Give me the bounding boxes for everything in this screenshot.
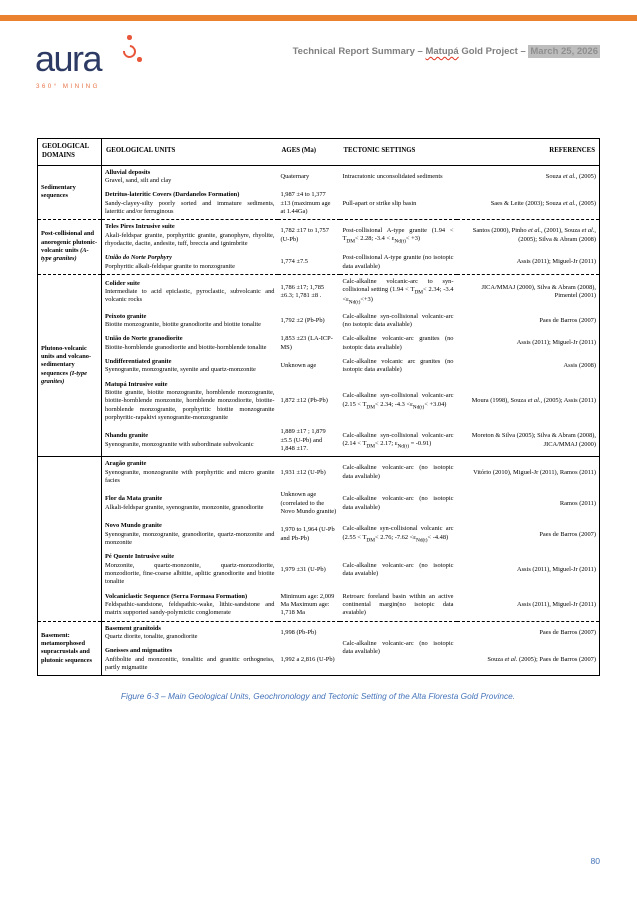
unit-cell: Peixoto granite Biotite monzogranite, biotite granodiorite and biotite tonalite bbox=[105, 312, 261, 328]
refs-cell: Moura (1998), Souza et al., (2005); Assis (2011) bbox=[471, 397, 596, 405]
unit-cell: Gneisses and migmatites Anfibolite and monzonitic, tonalitic and granitic orthogneiss, partly migmatite bbox=[105, 647, 275, 671]
age-cell: 1,998 (Pb-Pb) bbox=[278, 621, 340, 644]
table-row bbox=[38, 188, 600, 219]
unit-cell: Pé Quente Intrusive suite Monzonite, quartz-monzonite, quartz-monzodiorite, monzodiorite, fine-coarse albitite, aplitic granodiorite and biotite tonalite bbox=[105, 553, 275, 586]
age-cell: 1,970 to 1,964 (U-Pb and Pb-Pb) bbox=[280, 526, 335, 542]
column-header-geological-domains: GEOLOGICAL DOMAINS bbox=[38, 139, 102, 166]
unit-cell: Nhandu granite Syenogranite, monzogranite with subordinate subvolcanic bbox=[105, 432, 254, 448]
tectonic-cell: Calc-alkaline volcanic-arc (no isotopic data avaliable) bbox=[342, 495, 454, 511]
doc-title-part1: Technical Report Summary – bbox=[292, 46, 426, 57]
age-cell: 1,987 ±4 to 1,377 ±13 (maximum age at 1.44Ga) bbox=[280, 191, 331, 215]
refs-cell: Ramos (2011) bbox=[559, 499, 596, 507]
column-header-tectonic-settings: TECTONIC SETTINGS bbox=[340, 139, 457, 166]
refs-cell: Paes de Barros (2007) bbox=[539, 530, 596, 538]
tectonic-cell: Intracratonic unconsolidated sediments bbox=[342, 172, 443, 180]
aura-logo-dot-icon bbox=[137, 57, 142, 62]
refs-cell: Vitório (2010), Miguel-Jr (2011), Ramos (2011) bbox=[457, 457, 600, 488]
table-row bbox=[38, 550, 600, 589]
tectonic-cell: Pull-apart or strike slip basin bbox=[342, 199, 417, 207]
age-cell: Quaternary bbox=[280, 172, 310, 180]
table-row bbox=[38, 644, 600, 675]
age-cell: 1,853 ±23 (LA-ICP-MS) bbox=[280, 335, 333, 351]
column-header-ages: AGES (Ma) bbox=[278, 139, 340, 166]
tectonic-cell: Calc-alkaline syn-collisional volcanic-arc (no isotopic data avaliable) bbox=[342, 312, 454, 328]
unit-cell: Basement granitoids Quartz diorite, tonalite, granodiorite bbox=[102, 621, 278, 644]
geology-table-header bbox=[38, 139, 600, 166]
age-cell: 1,979 ±31 (U-Pb) bbox=[280, 565, 326, 573]
unit-cell: Aragão granite Syenogranite, monzogranite with porphyritic and micro granite facies bbox=[102, 457, 278, 488]
refs-cell: Assis (2011); Miguel-Jr (2011) bbox=[516, 258, 596, 266]
tectonic-cell: Retroarc foreland basin within an active continental margin(no isotopic data avaiable) bbox=[342, 592, 454, 617]
refs-cell: Souza et al., (2005) bbox=[545, 172, 596, 180]
refs-cell: Moreton & Silva (2005); Silva & Abram (2008), JICA/MMAJ (2000) bbox=[471, 432, 596, 448]
unit-cell: Novo Mundo granite Syenogranite, monzogranite, granodiorite, quartz-monzonite and monzonite bbox=[105, 522, 275, 546]
tectonic-cell: Post-collisional A-type granite (no isotopic data available) bbox=[342, 254, 454, 270]
age-cell: 1,931 ±12 (U-Pb) bbox=[278, 457, 340, 488]
aura-logo-wordmark: aura bbox=[35, 38, 102, 79]
domain-cell: Sedimentary sequences bbox=[38, 165, 102, 220]
domain-cell: Basement: metamorphosed supracrustals and plutonic sequences bbox=[38, 621, 102, 676]
page-content bbox=[37, 138, 599, 701]
tectonic-cell: Calc-alkaline syn-collisional volcanic-arc ($2.15 < T_{DM}< 2.34$; $-4.3 <\varepsilon_{Nd(t)}< +3.04$) bbox=[342, 392, 454, 410]
table-row bbox=[38, 332, 600, 355]
unit-cell: Colider suite Intermediate to acid epiclastic, pyroclastic, subvolcanic and volcanic rocks bbox=[102, 274, 278, 309]
age-cell: 1,782 ±17 to 1,757 (U-Pb) bbox=[278, 220, 340, 251]
figure-caption: Figure 6-3 – Main Geological Units, Geochronology and Tectonic Setting of the Alta Floresta Gold Province. bbox=[120, 691, 516, 702]
refs-cell: Assis (2008) bbox=[563, 362, 596, 370]
aura-logo-tagline: 360° MINING bbox=[36, 83, 100, 90]
refs-cell: Saes & Leite (2003); Souza et al., (2005) bbox=[490, 199, 596, 207]
tectonic-cell: Calc-alkaline volcanic arc granites (no isotopic data available) bbox=[342, 357, 454, 374]
unit-cell: Volcaniclastic Sequence (Serra Formasa Formation) Feldspathic-sandstone, feldspathic-wake, lithic-sandstone and matrix supported sandy-polymictic conglomerate bbox=[105, 592, 275, 617]
refs-cell: Souza et al. (2005); Paes de Barros (2007) bbox=[487, 655, 596, 663]
age-cell: Minimum age: 2,009 Ma Maximum age: 1,718 Ma bbox=[280, 592, 335, 617]
refs-cell: Assis (2011); Miguel-Jr (2011) bbox=[516, 339, 596, 347]
column-header-geological-units: GEOLOGICAL UNITS bbox=[102, 139, 278, 166]
aura-logo-ring-icon bbox=[120, 42, 138, 60]
table-row bbox=[38, 425, 600, 456]
unit-cell: Teles Pires Intrusive suite Akali-feldspar granite, porphyritic granite, granophyre, rhyolite, rhyodacite, dacite, andesite, tuff, breccia and ignimbrite bbox=[102, 220, 278, 251]
doc-title-part2: Gold Project – bbox=[458, 46, 529, 57]
age-cell: 1,872 ±12 (Pb-Pb) bbox=[280, 397, 328, 405]
unit-cell: Matupá Intrusive suite Biotite granite, biotite monzogranite, hornblende monzogranite, biotite-hornblende monzonite, hornblende monzodiorite, biotite-hornblende monzogranite, porphyritic biotite monzogranite porphyritic-rapakivi syenogranite-monzogranite bbox=[105, 380, 275, 421]
unit-cell: União do Norte Porphyry Porphyritic alkali-feldspar granite to monzogranite bbox=[105, 254, 235, 270]
tectonic-cell: Calc-alkaline volcanic-arc (no isotopic data avaliable) bbox=[340, 621, 457, 676]
table-row bbox=[38, 621, 600, 644]
tectonic-cell: Calc-alkaline volcanic-arc granites (no isotopic data avaliable) bbox=[342, 335, 454, 351]
tectonic-cell: Post-collisional A-type granite ($1.94 < T_{DM}< 2.28$; $-3.4 < \varepsilon_{Nd(t)}< +3$) bbox=[340, 220, 457, 251]
domain-cell: Post-collisional and anorogenic plutonic-volcanic units (A-type granites) bbox=[38, 220, 102, 275]
running-header-title bbox=[293, 46, 600, 57]
aura-logo bbox=[35, 27, 155, 89]
geology-table bbox=[37, 138, 600, 676]
refs-cell: Paes de Barros (2007) bbox=[457, 621, 600, 644]
table-row bbox=[38, 274, 600, 309]
table-row bbox=[38, 220, 600, 251]
age-cell: 1,792 ±2 (Pb-Pb) bbox=[280, 316, 325, 324]
table-row bbox=[38, 165, 600, 188]
table-row bbox=[38, 488, 600, 519]
doc-title-project-name: Matupá bbox=[425, 46, 459, 57]
table-row bbox=[38, 378, 600, 426]
unit-cell: Alluvial deposits Gravel, sand, silt and clay bbox=[105, 168, 172, 184]
age-cell: 1,992 a 2,816 (U-Pb) bbox=[280, 655, 335, 663]
refs-cell: Santos (2000), Pinho et al., (2001), Souza et al., (2005); Silva & Abram (2008) bbox=[457, 220, 600, 251]
domain-cell: Plutono-volcanic units and volcano-sedimentary sequences (I-type granites) bbox=[38, 274, 102, 456]
refs-cell: Paes de Barros (2007) bbox=[539, 316, 596, 324]
age-cell: 1,774 ±7.5 bbox=[280, 258, 308, 266]
refs-cell: Assis (2011), Miguel-Jr (2011) bbox=[516, 600, 596, 608]
aura-logo-dot-icon bbox=[127, 35, 132, 40]
tectonic-cell: Calc-alkaline syn-collisional volcanic arc ($2.55 < T_{DM}< 2.76$; $-7.62 <\varepsilon_{Nd(t)}< -4.48$) bbox=[342, 525, 454, 544]
table-row bbox=[38, 519, 600, 550]
age-cell: Unknown age (correlated to the Novo Mundo granite) bbox=[280, 491, 337, 515]
header-accent-bar bbox=[0, 15, 637, 21]
unit-cell: União do Norte granodiorite Biotite-hornblende granodiorite and biotite-hornblende tonalite bbox=[105, 335, 267, 351]
unit-cell: Detritus-lateritic Covers (Dardanelos Formation) Sandy-clayey-silty poorly sorted and immature sediments, lateritic and/or ferruginous bbox=[105, 191, 275, 215]
tectonic-cell: Calc-alkaline volcanic-arc (no isotopic data avaliable) bbox=[340, 457, 457, 488]
refs-cell: JICA/MMAJ (2000), Silva & Abram (2008), Pimentel (2001) bbox=[457, 274, 600, 309]
table-row bbox=[38, 251, 600, 274]
domain-cell bbox=[38, 457, 102, 621]
table-row bbox=[38, 457, 600, 488]
age-cell: 1,889 ±17 ; 1,879 ±5.5 (U-Pb) and 1,848 ±17. bbox=[280, 428, 326, 452]
geology-table-body bbox=[38, 165, 600, 676]
tectonic-cell: Calc-alkaline volcanic-arc to syn-collisional setting ($1.94 < T_{DM}< 2.34$; $-3.4 <\varepsilon_{Nd(t)}<+3$) bbox=[340, 274, 457, 309]
unit-cell: Flor da Mata granite Alkali-feldspar granite, syenogranite, monzonite, granodiorite bbox=[105, 495, 264, 511]
age-cell: Unknown age bbox=[280, 362, 317, 370]
table-header-row bbox=[38, 139, 600, 166]
refs-cell: Assis (2011), Miguel-Jr (2011) bbox=[516, 565, 596, 573]
unit-cell: Undifferentiated granite Syenogranite, monzogranite, syenite and quartz-monzonite bbox=[105, 357, 256, 374]
table-row bbox=[38, 310, 600, 333]
page-number: 80 bbox=[590, 856, 600, 866]
column-header-references: REFERENCES bbox=[457, 139, 600, 166]
table-row bbox=[38, 590, 600, 621]
doc-title-date-highlighted: March 25, 2026 bbox=[530, 46, 598, 57]
table-row bbox=[38, 355, 600, 378]
tectonic-cell: Calc-alkaline volcanic-arc (no isotopic data avaiable) bbox=[342, 561, 454, 577]
age-cell: 1,786 ±17; 1,785 ±6.3; 1,781 ±8 . bbox=[278, 274, 340, 309]
tectonic-cell: Calc-alkaline syn-collisional volcanic-arc ($2.14 < T_{DM}< 2.17$; $\varepsilon_{Nd(t)} = -0.91$) bbox=[342, 431, 454, 450]
